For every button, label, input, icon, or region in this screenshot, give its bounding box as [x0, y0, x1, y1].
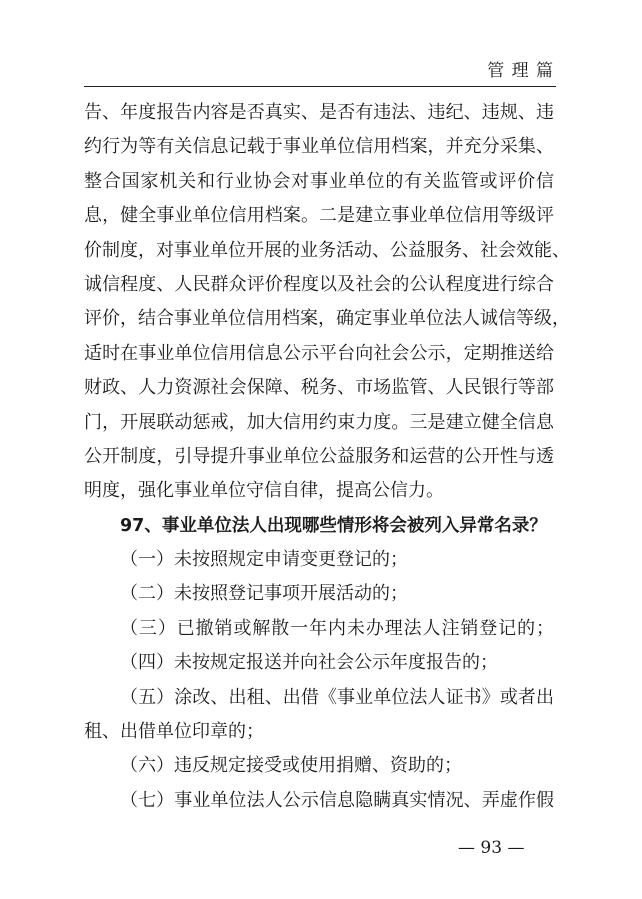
body-line: 息，健全事业单位信用档案。二是建立事业单位信用等级评 [84, 205, 554, 227]
question-heading: 97、事业单位法人出现哪些情形将会被列入异常名录？ [120, 515, 547, 536]
body-line: 价制度，对事业单位开展的业务活动、公益服务、社会效能、 [84, 239, 570, 261]
page-body [84, 96, 570, 818]
body-line: 告、年度报告内容是否真实、是否有违法、违纪、违规、违 [84, 102, 554, 123]
body-line: 适时在事业单位信用信息公示平台向社会公示，定期推送给 [84, 342, 554, 364]
body-paragraph [84, 96, 570, 509]
page-number: — 93 — [458, 838, 525, 858]
body-line: 约行为等有关信息记载于事业单位信用档案，并充分采集、 [84, 136, 554, 158]
body-line: 整合国家机关和行业协会对事业单位的有关监管或评价信 [84, 170, 554, 192]
body-line: 明度，强化事业单位守信自律，提高公信力。 [84, 480, 444, 502]
list-item: （一）未按照规定申请变更登记的； [120, 549, 408, 571]
list-item: （六）违反规定接受或使用捐赠、资助的； [120, 755, 462, 777]
list-item: （四）未按规定报送并向社会公示年度报告的； [120, 652, 498, 674]
body-line: 诚信程度、人民群众评价程度以及社会的公认程度进行综合 [84, 273, 554, 295]
header-rule [84, 86, 556, 87]
running-head-section-title: 管 理 篇 [487, 61, 554, 81]
answer-list [84, 543, 554, 818]
list-item-continuation: 租、出借单位印章的； [84, 721, 264, 743]
list-item: （三）已撤销或解散一年内未办理法人注销登记的； [120, 617, 554, 639]
body-line: 门，开展联动惩戒，加大信用约束力度。三是建立健全信息 [84, 411, 554, 433]
list-item: （五）涂改、出租、出借《事业单位法人证书》或者出 [120, 686, 554, 708]
body-line: 财政、人力资源社会保障、税务、市场监管、人民银行等部 [84, 377, 554, 399]
list-item: （七）事业单位法人公示信息隐瞒真实情况、弄虚作假 [120, 789, 554, 811]
list-item: （二）未按照登记事项开展活动的； [120, 583, 408, 605]
body-line: 公开制度，引导提升事业单位公益服务和运营的公开性与透 [84, 445, 554, 467]
body-line: 评价，结合事业单位信用档案，确定事业单位法人诚信等级， [84, 308, 570, 330]
